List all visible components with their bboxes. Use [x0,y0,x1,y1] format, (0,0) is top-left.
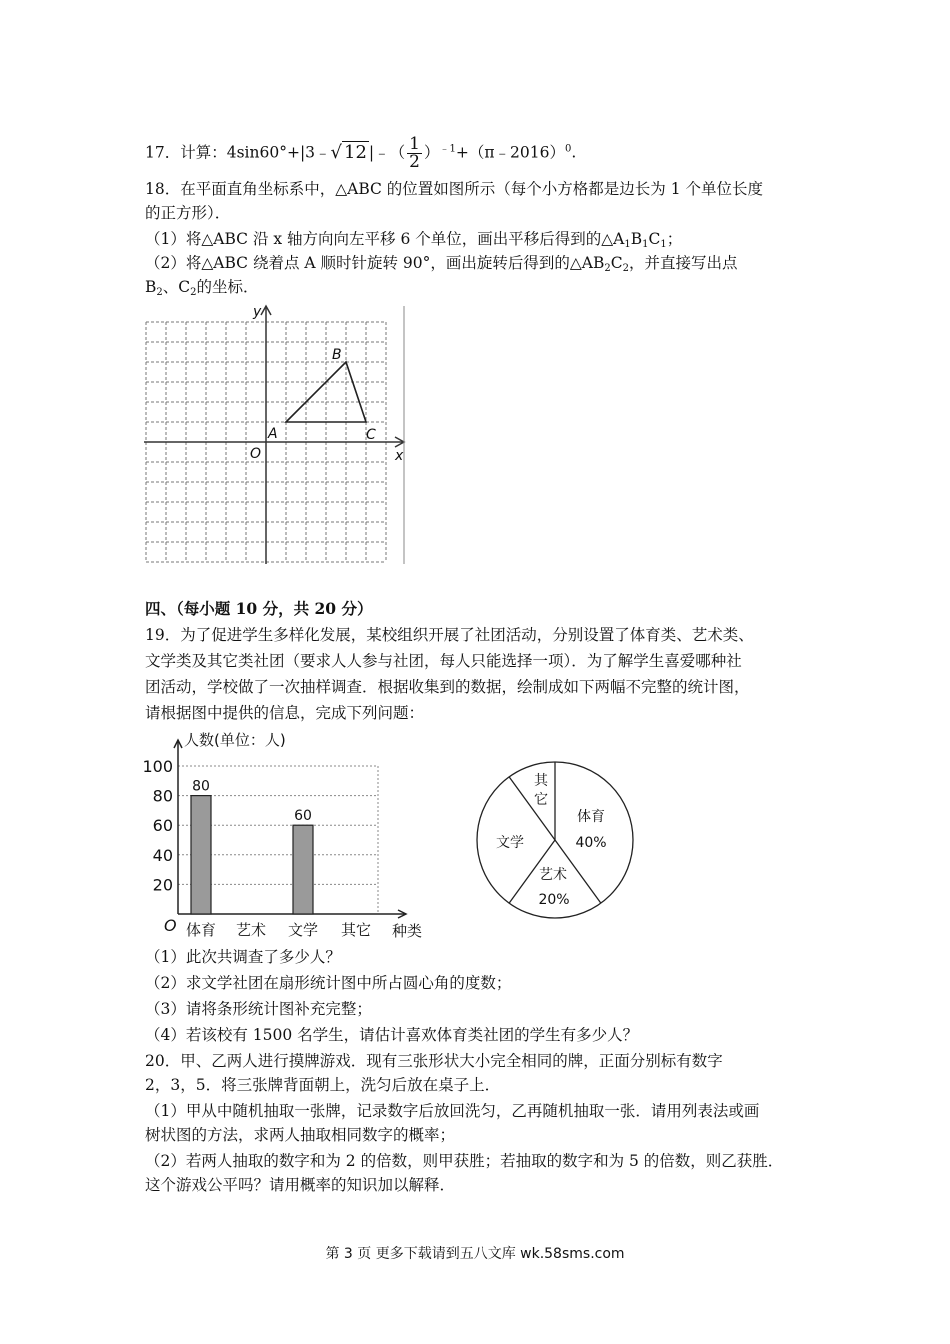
pie-label-sports: 体育 [577,809,605,825]
pie-label-art: 艺术 [539,867,567,883]
bar-category-label: 体育 [185,921,217,939]
fraction-one-half: $\frac{1}{2}$ [409,134,420,172]
y-tick-label: 80 [152,786,173,806]
page-footer: 第 3 页 更多下载请到五八文库 wk.58sms.com [325,1246,625,1262]
q18-line5: $B_2$、$C_2$的坐标． [145,278,259,298]
q19-sub3: （3）请将条形统计图补充完整； [145,1000,372,1018]
bar [191,796,211,914]
q18-line2: 的正方形）． [145,204,231,222]
q17-exp-neg1: ﹣1 [439,143,456,155]
pie-label-other-2: 它 [534,792,548,808]
q19-line3: 团活动，学校做了一次抽样调查．根据收集到的数据，绘制成如下两幅不完整的统计图， [145,678,750,696]
bar-category-label: 艺术 [235,921,267,939]
q17-exp0: 0 [565,143,572,155]
pie-value-art: 20% [538,892,570,908]
q18-part1: （1）将△ABC 沿 x 轴方向向左平移 6 个单位，画出平移后得到的$\triangle A_1B_1C_1$； [145,230,683,250]
q19-line1: 19．为了促进学生多样化发展，某校组织开展了社团活动，分别设置了体育类、艺术类、 [145,626,754,644]
sqrt-12: √ 12 [330,141,367,163]
bar-origin-label: O [164,916,177,935]
label-y: y [253,304,262,320]
q19-sub2: （2）求文学社团在扇形统计图中所占圆心角的度数； [145,974,512,992]
q19-line4: 请根据图中提供的信息，完成下列问题： [145,704,425,722]
q20-line5: （2）若两人抽取的数字和为 2 的倍数，则甲获胜；若抽取的数字和为 5 的倍数，则乙获胜． [145,1152,784,1170]
y-tick-label: 100 [142,757,173,776]
q20-line6: 这个游戏公平吗？请用概率的知识加以解释． [145,1176,456,1194]
q17-expression: 17．计算：4sin60°+|3﹣√ 12 |﹣（ $\frac{1}{2}$ ）$^{﹣1}$+（π﹣2016）$^0$. [145,134,577,172]
label-a: A [268,426,278,442]
q20-line4: 树状图的方法，求两人抽取相同数字的概率； [145,1126,456,1144]
label-x: x [395,448,404,464]
pie-label-other-1: 其 [534,773,548,789]
pie-chart [470,755,640,925]
q20-line1: 20．甲、乙两人进行摸牌游戏．现有三张形状大小完全相同的牌，正面分别标有数字 [145,1052,723,1070]
q19-sub4: （4）若该校有 1500 名学生，请估计喜欢体育类社团的学生有多少人？ [145,1026,639,1044]
y-tick-label: 60 [152,816,173,836]
q20-line3: （1）甲从中随机抽取一张牌，记录数字后放回洗匀，乙再随机抽取一张．请用列表法或画 [145,1102,760,1120]
q18-part2: （2）将△ABC 绕着点 A 顺时针旋转 90°，画出旋转后得到的$\triangle AB_2C_2$，并直接写出点 [145,254,738,274]
bar-x-label: 种类 [392,922,423,940]
q19-line2: 文学类及其它类社团（要求人人参与社团，每人只能选择一项）．为了解学生喜爱哪种社 [145,652,742,670]
y-tick-label: 20 [152,875,173,895]
q17-label: 17．计算：4sin60°+|3﹣ [145,143,331,162]
bar [293,825,313,914]
pie-value-sports: 40% [575,835,607,851]
bar-category-label: 文学 [287,921,319,939]
q17-mid: |﹣（ [368,143,406,162]
pie-label-literature: 文学 [496,835,524,851]
section4-title: 四、（每小题 10 分，共 20 分） [145,599,373,618]
label-origin: O [250,446,262,462]
label-b: B [332,347,342,363]
q19-sub1: （1）此次共调查了多少人？ [145,948,341,966]
bar-data-label: 60 [294,808,312,825]
q20-line2: 2，3，5．将三张牌背面朝上，洗匀后放在桌子上． [145,1076,501,1094]
bar-chart [138,728,438,942]
y-tick-label: 40 [152,845,173,865]
label-c: C [366,427,376,443]
coordinate-grid-figure [138,302,410,566]
bar-data-label: 80 [192,778,210,795]
q18-line1: 18．在平面直角坐标系中，△ABC 的位置如图所示（每个小方格都是边长为 1 个单位长度 [145,180,764,198]
bar-chart-title: 人数(单位：人) [184,731,286,749]
bar-category-label: 其它 [340,921,372,939]
q17-tail: +（π﹣2016） [455,143,565,162]
